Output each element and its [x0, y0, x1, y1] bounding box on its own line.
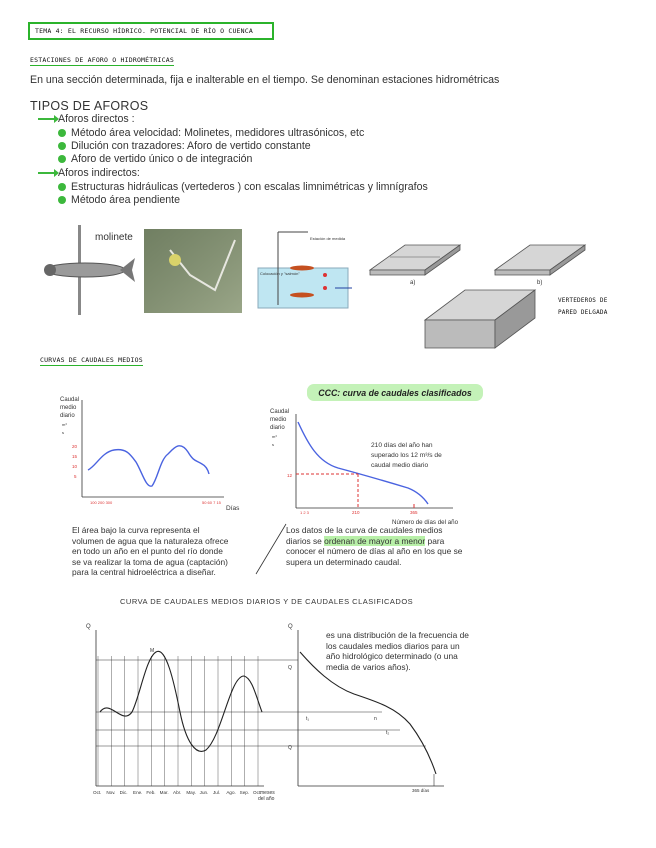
bullet-icon — [58, 129, 66, 137]
point-label: Q — [288, 745, 292, 751]
indirect-label: Aforos indirectos: — [38, 167, 140, 179]
weir-b-label: b) — [537, 280, 543, 286]
direct-item: Aforo de vertido único o de integración — [58, 153, 252, 165]
area-explanation: El área bajo la curva representa el volumen de agua que la naturaleza ofrece en todo un año en el punto del río donde se va realizar la toma de agua (captación) para la central hidroeléctrica a diseñar. — [72, 525, 229, 578]
title-box — [28, 22, 274, 40]
connector-line — [254, 522, 288, 576]
x-tick: 100 200 300 — [90, 500, 113, 505]
annotation: superado los 12 m³/s de — [371, 452, 442, 459]
curves-heading: CURVAS DE CAUDALES MEDIOS — [40, 356, 143, 364]
x-axis-label: Número de días del año — [392, 519, 459, 526]
month-label: Nov. — [106, 790, 116, 795]
y-tick: 20 — [72, 444, 78, 449]
x-tick: 50 60 7 15 — [202, 500, 221, 505]
types-heading: TIPOS DE AFOROS — [30, 99, 149, 113]
annotation: caudal medio diario — [371, 462, 429, 469]
month-label: Oct. — [93, 790, 102, 795]
flow-series-line — [88, 446, 209, 486]
molinete-illustration — [44, 225, 135, 315]
tracer-label: Colocación y "salmón" — [260, 271, 300, 276]
y-axis-unit: m³ — [272, 434, 277, 439]
y-tick: 15 — [72, 454, 78, 459]
point-label: Q — [288, 665, 292, 671]
illustrations-row — [40, 220, 640, 355]
days-label: 365 días — [412, 788, 430, 793]
month-label: Dic. — [119, 790, 128, 795]
ccc-chart — [268, 404, 478, 532]
y-axis-unit: s — [62, 430, 64, 435]
axis-q-label: Q — [288, 624, 293, 630]
bullet-icon — [58, 196, 66, 204]
y-axis-label: diario — [60, 413, 75, 419]
river-photo — [144, 229, 242, 313]
month-label: Ago. — [226, 790, 236, 795]
arrow-icon — [38, 172, 56, 174]
month-label: Mar. — [159, 790, 169, 795]
y-tick: 12 — [287, 473, 293, 478]
bullet-icon — [58, 155, 66, 163]
month-label: Abr. — [173, 790, 182, 795]
direct-item: Método área velocidad: Molinetes, medidores ultrasónicos, etc — [58, 127, 364, 139]
ccc-explanation: Los datos de la curva de caudales medios diarios se ordenan de mayor a menor para conocer el número de días al año en los que se supera un determinado caudal. — [286, 525, 463, 567]
weir-c-illustration — [425, 290, 535, 348]
axis-q-label: Q — [86, 624, 91, 630]
distribution-explanation: es una distribución de la frecuencia de los caudales medios diarios para un año hidrológico determinado (o una media de varios años). — [326, 630, 469, 672]
y-axis-label: diario — [270, 425, 285, 431]
weir-b-illustration — [495, 245, 585, 286]
bullet-icon — [58, 142, 66, 150]
x-tick: 1 2 3 — [300, 510, 309, 515]
stations-heading: ESTACIONES DE AFORO O HIDROMÉTRICAS — [30, 56, 174, 64]
point-label: M — [150, 648, 155, 654]
arrow-icon — [38, 118, 56, 120]
month-label: Sep. — [239, 790, 250, 795]
weir-a-illustration — [370, 245, 460, 286]
page-title: TEMA 4: EL RECURSO HÍDRICO. POTENCIAL DE RÍO O CUENCA — [35, 27, 254, 35]
point-label: t₂ — [386, 730, 390, 736]
month-label: Ene. — [133, 790, 143, 795]
bullet-icon — [58, 183, 66, 191]
month-labels — [93, 790, 261, 795]
point-label: t₁ — [306, 716, 310, 722]
x-axis-label: del año — [258, 796, 275, 802]
y-axis-label: Caudal — [270, 409, 290, 415]
y-axis-label: medio — [270, 417, 287, 423]
stations-text: En una sección determinada, fija e inalterable en el tiempo. Se denominan estaciones hidrométricas — [30, 74, 500, 86]
tracer-diagram — [258, 232, 352, 308]
month-label: Jul. — [213, 790, 221, 795]
y-axis-label: medio — [60, 405, 77, 411]
molinete-label: molinete — [95, 232, 133, 243]
x-tick: 365 — [410, 510, 418, 515]
weir-note: VERTEDEROS DE PARED DELGADA — [558, 297, 608, 316]
daily-flow-chart — [56, 392, 246, 517]
x-axis-label: Días — [226, 505, 240, 512]
y-axis-unit: m³ — [62, 422, 67, 427]
direct-item: Dilución con trazadores: Aforo de vertido constante — [58, 140, 311, 152]
indirect-item: Estructuras hidráulicas (vertederos ) con escalas limnimétricas y limnígrafos — [58, 181, 428, 193]
x-axis-label: meses — [260, 790, 275, 796]
y-tick: 5 — [74, 474, 77, 479]
direct-label: Aforos directos : — [38, 113, 135, 125]
point-label: n — [374, 716, 377, 722]
month-label: May. — [186, 790, 196, 795]
annotation: 210 días del año han — [371, 442, 433, 449]
y-axis-label: Caudal — [60, 397, 80, 403]
y-axis-unit: s — [272, 442, 274, 447]
highlight: ordenan de mayor a menor — [324, 535, 426, 546]
x-tick: 210 — [352, 510, 360, 515]
daily-flow-curve — [100, 651, 262, 751]
bottom-chart-title: CURVA DE CAUDALES MEDIOS DIARIOS Y DE CAUDALES CLASIFICADOS — [120, 597, 414, 606]
month-label: Jun. — [199, 790, 209, 795]
month-label: Feb. — [146, 790, 156, 795]
tracer-label: Estación de medida — [310, 236, 346, 241]
weir-a-label: a) — [410, 280, 416, 286]
indirect-item: Método área pendiente — [58, 194, 180, 206]
ccc-banner: CCC: curva de caudales clasificados — [307, 384, 483, 401]
y-tick: 10 — [72, 464, 78, 469]
month-label: Oct. — [253, 790, 262, 795]
